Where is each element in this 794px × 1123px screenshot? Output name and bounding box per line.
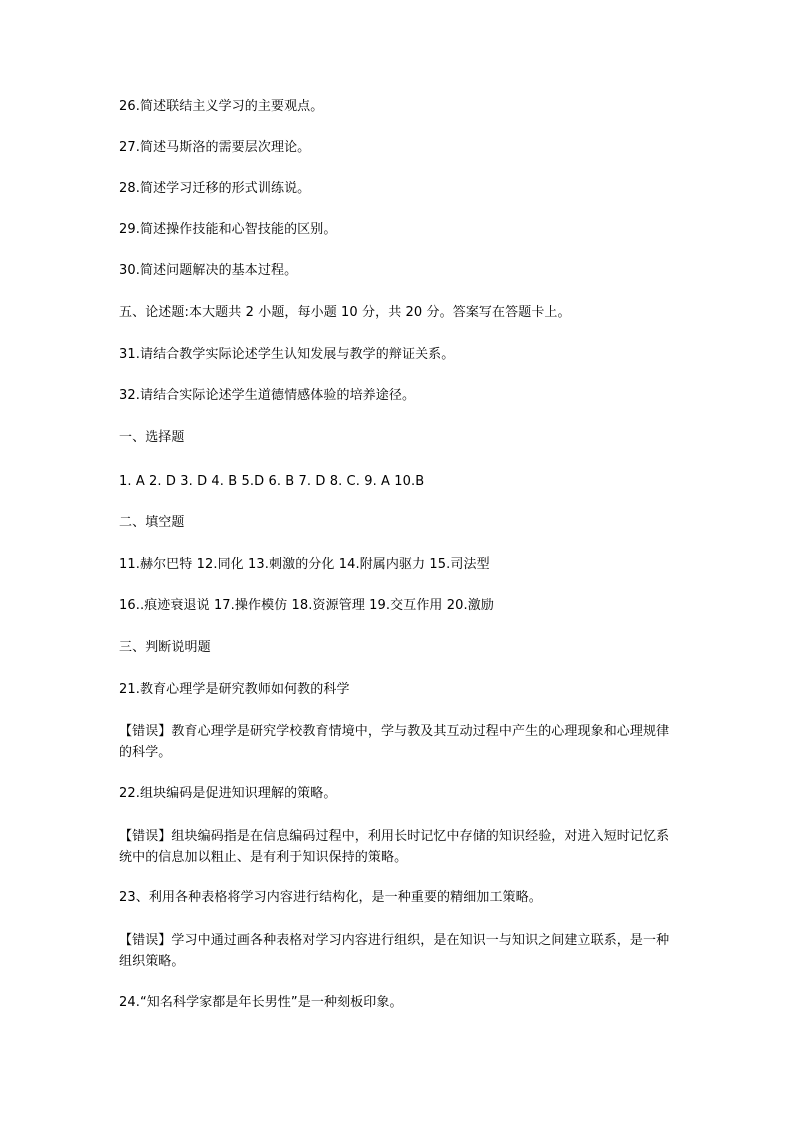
question-27: 27.简述马斯洛的需要层次理论。 xyxy=(119,140,311,155)
judge-item-22: 22.组块编码是促进知识理解的策略。 xyxy=(119,786,337,801)
section-heading-essay: 五、论述题:本大题共 2 小题，每小题 10 分，共 20 分。答案写在答题卡上。 xyxy=(119,305,571,320)
judge-item-23: 23、利用各种表格将学习内容进行结构化，是一种重要的精细加工策略。 xyxy=(119,890,542,905)
answer-fill-list-1: 11.赫尔巴特 12.同化 13.刺激的分化 14.附属内驱力 15.司法型 xyxy=(119,557,490,572)
question-26: 26.简述联结主义学习的主要观点。 xyxy=(119,99,324,114)
question-30: 30.简述问题解决的基本过程。 xyxy=(119,263,298,278)
question-31: 31.请结合教学实际论述学生认知发展与教学的辩证关系。 xyxy=(119,347,455,362)
answer-heading-choice: 一、选择题 xyxy=(119,430,185,445)
answer-heading-fill: 二、填空题 xyxy=(119,515,185,530)
answer-choice-list: 1. A 2. D 3. D 4. B 5.D 6. B 7. D 8. C. 9. A 10.B xyxy=(119,474,425,489)
question-32: 32.请结合实际论述学生道德情感体验的培养途径。 xyxy=(119,388,416,403)
answer-heading-judge: 三、判断说明题 xyxy=(119,640,211,655)
judge-answer-21: 【错误】教育心理学是研究学校教育情境中，学与教及其互动过程中产生的心理现象和心理规律的科学。 xyxy=(119,724,670,760)
judge-item-24: 24.“知名科学家都是年长男性”是一种刻板印象。 xyxy=(119,995,403,1010)
answer-fill-list-2: 16..痕迹衰退说 17.操作模仿 18.资源管理 19.交互作用 20.激励 xyxy=(119,598,494,613)
judge-answer-22: 【错误】组块编码指是在信息编码过程中，利用长时记忆中存储的知识经验，对进入短时记忆系统中的信息加以粗止、是有利于知识保持的策略。 xyxy=(119,829,670,865)
judge-item-21: 21.教育心理学是研究教师如何教的科学 xyxy=(119,682,350,697)
judge-answer-23: 【错误】学习中通过画各种表格对学习内容进行组织，是在知识一与知识之间建立联系，是一种组织策略。 xyxy=(119,933,670,969)
question-29: 29.简述操作技能和心智技能的区别。 xyxy=(119,222,337,237)
question-28: 28.简述学习迁移的形式训练说。 xyxy=(119,181,311,196)
